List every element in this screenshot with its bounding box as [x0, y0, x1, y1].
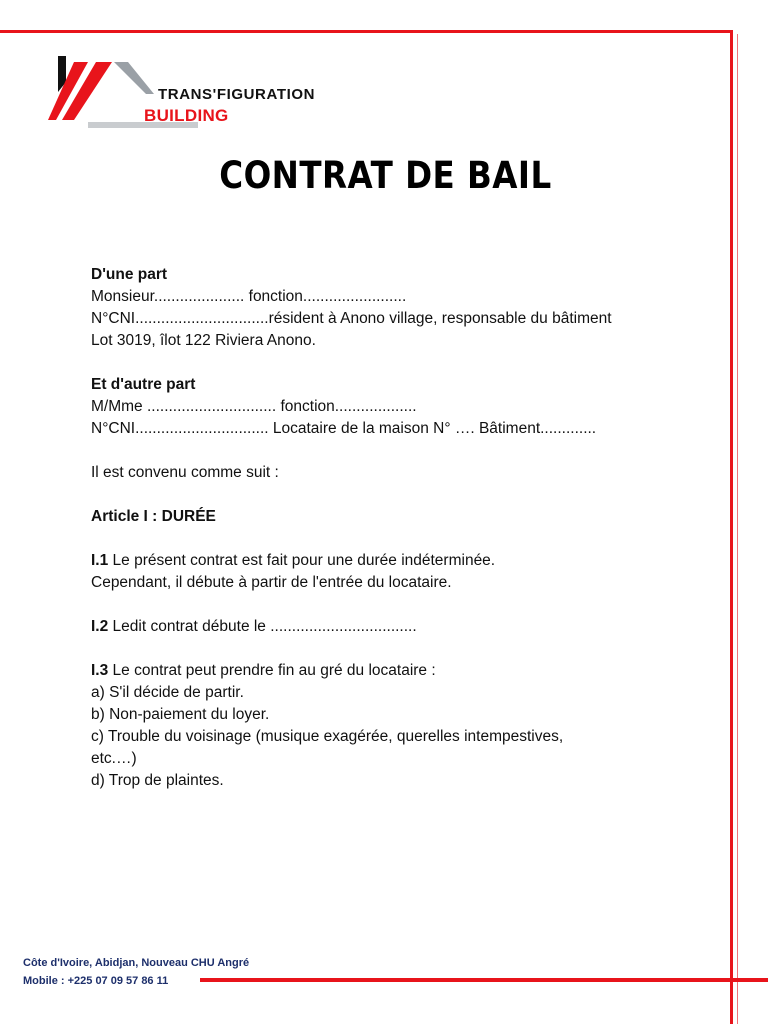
clause-1-3	[91, 660, 711, 682]
footer-address: Côte d'Ivoire, Abidjan, Nouveau CHU Angré	[23, 957, 250, 969]
list-item: c) Trouble du voisinage (musique exagérée, querelles intempestives,	[91, 728, 564, 745]
footer-phone: Mobile : +225 07 09 57 86 11	[23, 975, 169, 987]
clause-1-2	[91, 616, 711, 638]
party2-heading: Et d'autre part	[91, 376, 196, 393]
party2-line1: M/Mme .............................. fonction...................	[91, 398, 417, 415]
party1-line1: Monsieur..................... fonction........................	[91, 288, 407, 305]
clause-number: I.2	[91, 618, 109, 635]
list-item: etc.…)	[91, 750, 137, 767]
clause-number: I.1	[91, 552, 109, 569]
top-red-border	[0, 30, 733, 33]
list-item: a) S'il décide de partir.	[91, 684, 244, 701]
agreement-line: Il est convenu comme suit :	[91, 464, 279, 481]
bottom-red-border	[200, 978, 768, 982]
right-red-border	[730, 30, 733, 1024]
party1-line2: N°CNI...............................résident à Anono village, responsable du bâtiment	[91, 310, 612, 327]
clause-1-1	[91, 550, 711, 572]
article1-heading: Article I : DURÉE	[91, 508, 216, 525]
company-logo	[48, 54, 316, 134]
list-item: d) Trop de plaintes.	[91, 772, 224, 789]
clause-text: Le contrat peut prendre fin au gré du locataire :	[108, 662, 436, 679]
party1-line3: Lot 3019, îlot 122 Riviera Anono.	[91, 332, 316, 349]
right-red-border-thin	[737, 34, 738, 1024]
clause-text: Ledit contrat débute le ..................................	[108, 618, 417, 635]
logo-text-top: TRANS'FIGURATION	[158, 86, 316, 103]
clause-text: Le présent contrat est fait pour une durée indéterminée.	[108, 552, 496, 569]
document-title: CONTRAT DE BAIL	[219, 154, 552, 197]
party2-line2: N°CNI............................... Locataire de la maison N° …. Bâtiment.............	[91, 420, 597, 437]
clause-number: I.3	[91, 662, 109, 679]
list-item: b) Non-paiement du loyer.	[91, 706, 270, 723]
clause-1-1-cont: Cependant, il débute à partir de l'entrée du locataire.	[91, 574, 452, 591]
contract-body	[91, 264, 711, 792]
logo-text-bottom: BUILDING	[144, 106, 229, 125]
party1-heading: D'une part	[91, 266, 168, 283]
footer-contact	[23, 954, 249, 990]
